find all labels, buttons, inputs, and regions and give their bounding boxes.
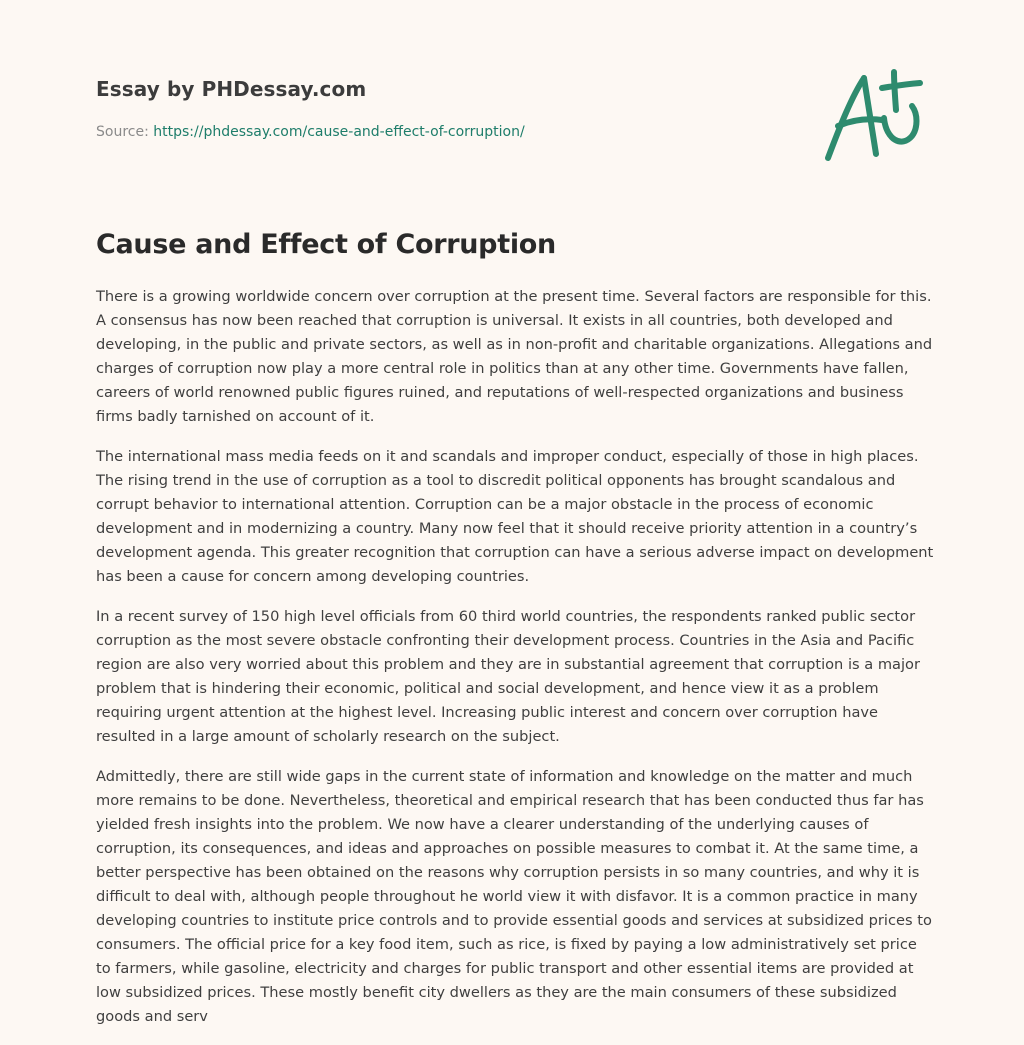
article-paragraph: There is a growing worldwide concern over corruption at the present time. Several factors are responsible for this. A consensus has now been reached that corruption is universal. It exists in all countries, both developed and developing, in the public and private sectors, as well as in non-profit and charitable organizations. Allegations and charges of corruption now play a more central role in politics than at any other time. Governments have fallen, careers of world renowned public figures ruined, and reputations of well-respected organizations and business firms badly tarnished on account of it.: [96, 288, 933, 425]
article-body: [96, 285, 936, 1045]
a-plus-logo-icon: [818, 66, 930, 166]
article-title: Cause and Effect of Corruption: [96, 229, 556, 260]
article-paragraph: Admittedly, there are still wide gaps in the current state of information and knowledge on the matter and much more remains to be done. Nevertheless, theoretical and empirical research that has been conducted thus far has yielded fresh insights into the problem. We now have a clearer understanding of the underlying causes of corruption, its consequences, and ideas and approaches on possible measures to combat it. At the same time, a better perspective has been obtained on the reasons why corruption persists in so many countries, and why it is difficult to deal with, although people throughout he world view it with disfavor. It is a common practice in many developing countries to institute price controls and to provide essential goods and services at subsidized prices to consumers. The official price for a key food item, such as rice, is fixed by paying a low administratively set price to farmers, while gasoline, electricity and charges for public transport and other essential items are provided at low subsidized prices. These mostly benefit city dwellers as they are the main consumers of these subsidized goods and serv: [96, 768, 932, 1025]
source-label: Source:: [96, 124, 154, 140]
source-link[interactable]: https://phdessay.com/cause-and-effect-of-corruption/: [153, 124, 525, 140]
site-brand: Essay by PHDessay.com: [96, 77, 367, 101]
page-header: [96, 74, 796, 142]
article-paragraph: The international mass media feeds on it and scandals and improper conduct, especially of those in high places. The rising trend in the use of corruption as a tool to discredit political opponents has brought scandalous and corrupt behavior to international attention. Corruption can be a major obstacle in the process of economic development and in modernizing a country. Many now feel that it should receive priority attention in a country’s development agenda. This greater recognition that corruption can have a serious adverse impact on development has been a cause for concern among developing countries.: [96, 448, 934, 585]
article-paragraph: In a recent survey of 150 high level officials from 60 third world countries, the respondents ranked public sector corruption as the most severe obstacle confronting their development process. Countries in the Asia and Pacific region are also very worried about this problem and they are in substantial agreement that corruption is a major problem that is hindering their economic, political and social development, and hence view it as a problem requiring urgent attention at the highest level. Increasing public interest and concern over corruption have resulted in a large amount of scholarly research on the subject.: [96, 608, 920, 745]
source-line: [96, 122, 796, 142]
